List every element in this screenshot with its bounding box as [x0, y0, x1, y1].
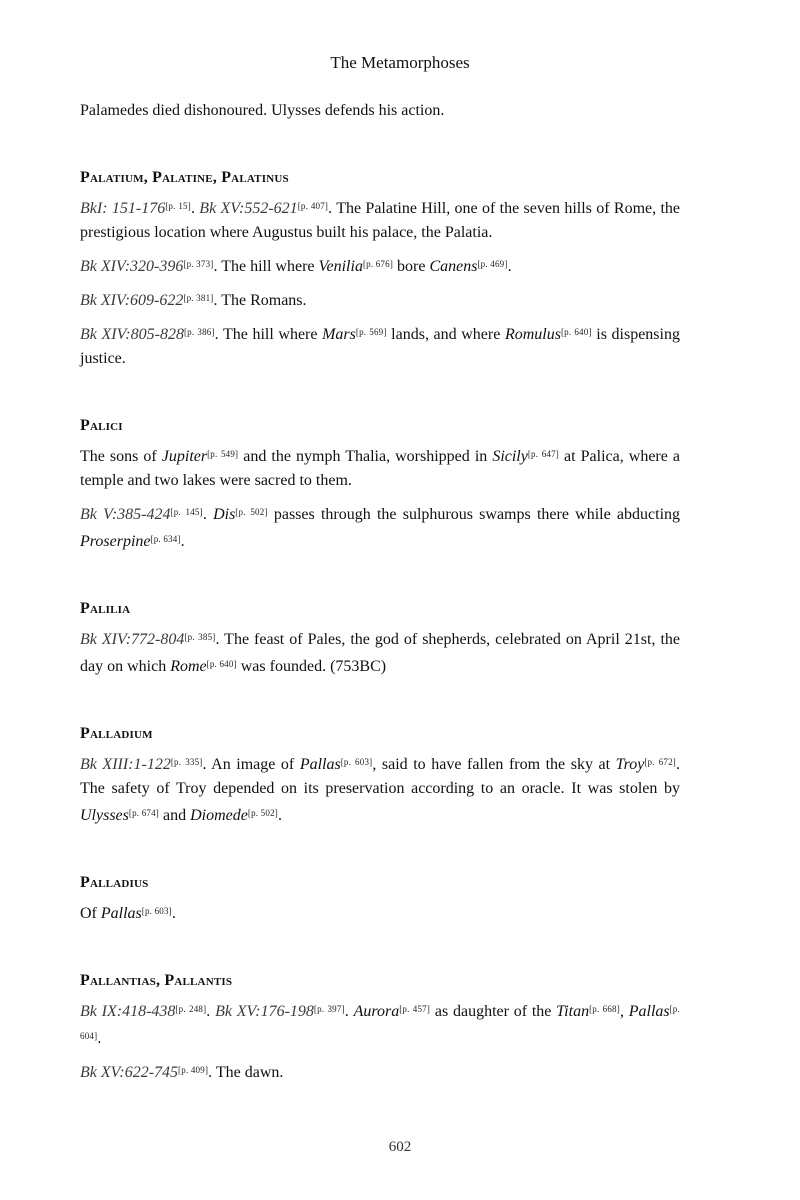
page-reference[interactable]: [p. 397]: [313, 1004, 345, 1014]
cross-reference-name[interactable]: Titan: [556, 1003, 590, 1020]
book-reference[interactable]: Bk IX:418-438: [80, 1003, 176, 1020]
text-run: .: [97, 1030, 102, 1047]
page-reference[interactable]: [p. 674]: [128, 808, 159, 818]
page-number: 602: [388, 1139, 412, 1155]
cross-reference-name[interactable]: Canens: [429, 258, 478, 275]
text-run: is dispensing justice.: [80, 326, 680, 367]
page-content: [80, 99, 680, 1092]
entry-palici: [80, 415, 680, 554]
entry-paragraph: [80, 899, 680, 926]
entry-paragraph: [80, 286, 680, 313]
page-reference[interactable]: [p. 676]: [362, 259, 394, 269]
text-run: as daughter of the: [430, 1003, 557, 1020]
page-reference[interactable]: [p. 385]: [184, 632, 216, 642]
page-reference[interactable]: [p. 549]: [207, 449, 239, 459]
text-run: at Palica, where a temple and two lakes were sacred to them.: [80, 448, 680, 489]
entry-paragraph: [80, 750, 680, 828]
text-run: . The Romans.: [213, 292, 307, 309]
entry-palladium: [80, 723, 680, 828]
entry-title: Palici: [80, 417, 123, 434]
book-reference[interactable]: Bk V:385-424: [80, 506, 171, 523]
page-reference[interactable]: [p. 409]: [178, 1065, 209, 1075]
book-reference[interactable]: Bk XIV:772-804: [80, 631, 185, 648]
text-run: and the nymph Thalia, worshipped in: [238, 448, 493, 465]
text-run: . The safety of Troy depended on its preservation according to an oracle. It was stolen by: [80, 756, 680, 797]
cross-reference-name[interactable]: Troy: [615, 756, 645, 773]
page-reference[interactable]: [p. 15]: [165, 201, 191, 211]
cross-reference-name[interactable]: Mars: [322, 326, 356, 343]
entry-paragraph: [80, 320, 680, 371]
text-run: .: [206, 1003, 216, 1020]
text-run: .: [202, 506, 214, 523]
cross-reference-name[interactable]: Rome: [170, 658, 207, 675]
page-reference[interactable]: [p. 145]: [170, 507, 203, 517]
entry-palladius: [80, 872, 680, 926]
page-reference[interactable]: [p. 672]: [644, 757, 676, 767]
text-run: was founded. (753BC): [236, 658, 387, 675]
cross-reference-name[interactable]: Romulus: [504, 326, 561, 343]
page-reference[interactable]: [p. 569]: [355, 327, 387, 337]
text-run: .: [171, 905, 176, 922]
text-run: .: [344, 1003, 354, 1020]
entry-paragraph: [80, 625, 680, 679]
cross-reference-name[interactable]: Diomede: [190, 807, 248, 824]
text-run: . An image of: [202, 756, 300, 773]
entry-palatium-palatine-palatinus: [80, 167, 680, 371]
book-reference[interactable]: Bk XIV:609-622: [80, 292, 184, 309]
book-reference[interactable]: Bk XV:552-621: [199, 200, 298, 217]
page-reference[interactable]: [p. 604]: [80, 1004, 680, 1041]
cross-reference-name[interactable]: Pallas: [100, 905, 142, 922]
entry-pallantias-pallantis: [80, 970, 680, 1085]
intro-paragraph: Palamedes died dishonoured. Ulysses defends his action.: [80, 102, 445, 119]
page-reference[interactable]: [p. 469]: [477, 259, 508, 269]
entry-title: Palladium: [80, 725, 153, 742]
text-run: The sons of: [80, 448, 162, 465]
entry-paragraph: [80, 500, 680, 554]
page-reference[interactable]: [p. 373]: [183, 259, 214, 269]
entry-paragraph: [80, 442, 680, 493]
text-run: . The dawn.: [208, 1064, 284, 1081]
page-reference[interactable]: [p. 457]: [399, 1004, 431, 1014]
cross-reference-name[interactable]: Pallas: [299, 756, 341, 773]
page-reference[interactable]: [p. 668]: [589, 1004, 620, 1014]
text-run: .: [277, 807, 282, 824]
entry-paragraph: [80, 1058, 680, 1085]
page-reference[interactable]: [p. 640]: [560, 327, 592, 337]
page-reference[interactable]: [p. 381]: [183, 293, 214, 303]
text-run: passes through the sulphurous swamps there while abducting: [267, 506, 681, 523]
page-reference[interactable]: [p. 335]: [170, 757, 203, 767]
cross-reference-name[interactable]: Sicily: [492, 448, 528, 465]
text-run: . The feast of Pales, the god of shepherds, celebrated on April 21st, the day on which: [80, 631, 680, 675]
text-run: Of: [80, 905, 101, 922]
page-reference[interactable]: [p. 640]: [206, 659, 237, 669]
entry-title: Palilia: [80, 600, 131, 617]
page-reference[interactable]: [p. 248]: [175, 1004, 207, 1014]
running-head: The Metamorphoses: [330, 53, 470, 72]
page-reference[interactable]: [p. 407]: [297, 201, 329, 211]
entry-paragraph: [80, 997, 680, 1051]
text-run: . The hill where: [214, 326, 323, 343]
text-run: , said to have fallen from the sky at: [372, 756, 616, 773]
cross-reference-name[interactable]: Venilia: [318, 258, 363, 275]
text-run: . The Palatine Hill, one of the seven hills of Rome, the prestigious location where Augustus built his palace, the Palatia.: [80, 200, 680, 241]
book-reference[interactable]: BkI: 151-176: [80, 200, 166, 217]
cross-reference-name[interactable]: Dis: [213, 506, 236, 523]
page-reference[interactable]: [p. 603]: [141, 906, 172, 916]
text-run: lands, and where: [386, 326, 505, 343]
entry-title: Palladius: [80, 874, 149, 891]
page-reference[interactable]: [p. 634]: [150, 534, 181, 544]
page-reference[interactable]: [p. 386]: [183, 327, 215, 337]
text-run: ,: [619, 1003, 629, 1020]
cross-reference-name[interactable]: Jupiter: [161, 448, 208, 465]
text-run: and: [159, 807, 191, 824]
text-run: .: [180, 533, 185, 550]
book-reference[interactable]: Bk XIV:805-828: [80, 326, 184, 343]
cross-reference-name[interactable]: Proserpine: [80, 533, 151, 550]
cross-reference-name[interactable]: Aurora: [353, 1003, 400, 1020]
entry-title: Pallantias, Pallantis: [80, 972, 233, 989]
book-reference[interactable]: Bk XIV:320-396: [80, 258, 184, 275]
cross-reference-name[interactable]: Pallas: [628, 1003, 670, 1020]
text-run: .: [507, 258, 512, 275]
book-reference[interactable]: Bk XV:176-198: [215, 1003, 314, 1020]
entry-paragraph: [80, 194, 680, 245]
text-run: bore: [393, 258, 430, 275]
text-run: .: [190, 200, 200, 217]
book-reference[interactable]: Bk XV:622-745: [80, 1064, 179, 1081]
page-reference[interactable]: [p. 647]: [527, 449, 559, 459]
page-reference[interactable]: [p. 502]: [247, 808, 278, 818]
book-reference[interactable]: Bk XIII:1-122: [80, 756, 171, 773]
page-reference[interactable]: [p. 502]: [235, 507, 268, 517]
entry-title: Palatium, Palatine, Palatinus: [80, 169, 289, 186]
entry-paragraph: [80, 252, 680, 279]
glossary-entries: [80, 167, 680, 1085]
cross-reference-name[interactable]: Ulysses: [80, 807, 129, 824]
text-run: . The hill where: [213, 258, 319, 275]
entry-palilia: [80, 598, 680, 679]
page-reference[interactable]: [p. 603]: [340, 757, 373, 767]
